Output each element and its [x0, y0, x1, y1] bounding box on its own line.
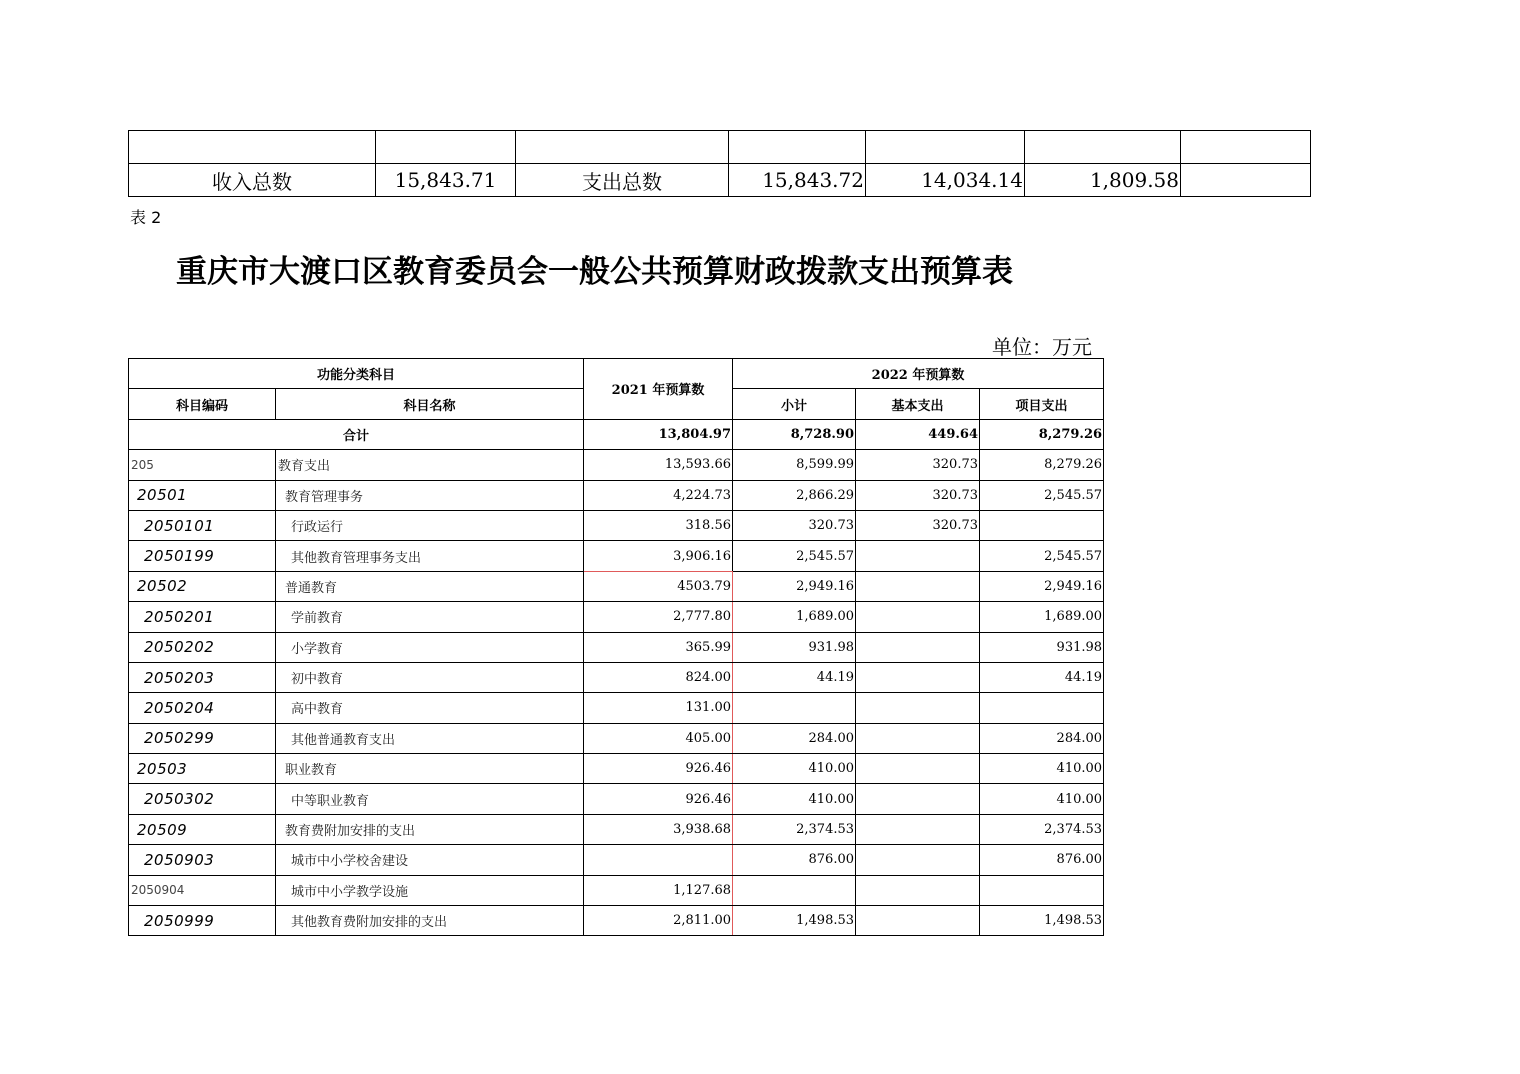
table-row [129, 754, 1104, 784]
row-project: 2,545.57 [980, 541, 1104, 571]
row-code: 2050999 [129, 906, 276, 936]
row-name: 中等职业教育 [276, 784, 584, 814]
row-subtotal: 1,689.00 [733, 602, 856, 632]
row-code: 20503 [129, 754, 276, 784]
row-basic [856, 541, 980, 571]
row-name: 其他教育费附加安排的支出 [276, 906, 584, 936]
row-code: 20502 [129, 571, 276, 601]
row-subtotal: 44.19 [733, 662, 856, 692]
row-basic [856, 662, 980, 692]
row-code: 2050903 [129, 845, 276, 875]
row-b2021: 405.00 [584, 723, 733, 753]
row-project: 2,374.53 [980, 814, 1104, 844]
row-code: 2050203 [129, 662, 276, 692]
row-b2021: 3,938.68 [584, 814, 733, 844]
row-code: 2050201 [129, 602, 276, 632]
row-name: 学前教育 [276, 602, 584, 632]
expense-total-label: 支出总数 [516, 164, 729, 197]
row-basic [856, 754, 980, 784]
total-project: 8,279.26 [980, 419, 1104, 449]
total-subtotal: 8,728.90 [733, 419, 856, 449]
row-project: 410.00 [980, 754, 1104, 784]
row-name: 小学教育 [276, 632, 584, 662]
row-basic: 320.73 [856, 450, 980, 480]
header-name: 科目名称 [276, 389, 584, 419]
row-b2021: 1,127.68 [584, 875, 733, 905]
row-basic: 320.73 [856, 510, 980, 540]
header-row [129, 359, 1104, 389]
table-row [129, 602, 1104, 632]
row-project: 2,949.16 [980, 571, 1104, 601]
row-subtotal: 284.00 [733, 723, 856, 753]
row-project: 44.19 [980, 662, 1104, 692]
table-row [129, 845, 1104, 875]
row-basic [856, 906, 980, 936]
table-row [129, 693, 1104, 723]
row-subtotal: 876.00 [733, 845, 856, 875]
expense-value-b: 1,809.58 [1025, 164, 1181, 197]
row-name: 教育支出 [276, 450, 584, 480]
row-subtotal: 8,599.99 [733, 450, 856, 480]
row-basic [856, 632, 980, 662]
row-name: 初中教育 [276, 662, 584, 692]
row-basic [856, 784, 980, 814]
total-label: 合计 [129, 419, 584, 449]
row-project: 876.00 [980, 845, 1104, 875]
table-row [129, 632, 1104, 662]
previous-summary-table [128, 130, 1311, 197]
header-budget-2022: 2022 年预算数 [733, 359, 1104, 389]
row-name: 其他教育管理事务支出 [276, 541, 584, 571]
table-row [129, 906, 1104, 936]
row-subtotal: 2,545.57 [733, 541, 856, 571]
row-project [980, 875, 1104, 905]
row-code: 205 [129, 450, 276, 480]
row-project: 410.00 [980, 784, 1104, 814]
budget-expenditure-table [128, 358, 1104, 936]
row-code: 2050302 [129, 784, 276, 814]
row-subtotal: 410.00 [733, 754, 856, 784]
row-b2021: 2,777.80 [584, 602, 733, 632]
table-row [129, 450, 1104, 480]
row-b2021: 3,906.16 [584, 541, 733, 571]
row-name: 教育费附加安排的支出 [276, 814, 584, 844]
header-subtotal: 小计 [733, 389, 856, 419]
row-name: 普通教育 [276, 571, 584, 601]
table-row [129, 662, 1104, 692]
header-code: 科目编码 [129, 389, 276, 419]
row-code: 2050299 [129, 723, 276, 753]
header-budget-2021: 2021 年预算数 [584, 359, 733, 420]
table-row [129, 875, 1104, 905]
income-total-label: 收入总数 [129, 164, 376, 197]
row-name: 城市中小学校舍建设 [276, 845, 584, 875]
row-code: 2050202 [129, 632, 276, 662]
row-project: 2,545.57 [980, 480, 1104, 510]
row-basic [856, 602, 980, 632]
table-row [129, 571, 1104, 601]
table-row [129, 784, 1104, 814]
row-name: 职业教育 [276, 754, 584, 784]
row-name: 教育管理事务 [276, 480, 584, 510]
row-basic [856, 814, 980, 844]
row-project [980, 510, 1104, 540]
row-code: 2050904 [129, 875, 276, 905]
row-subtotal: 2,949.16 [733, 571, 856, 601]
row-name: 高中教育 [276, 693, 584, 723]
row-b2021: 926.46 [584, 754, 733, 784]
row-project: 284.00 [980, 723, 1104, 753]
row-basic: 320.73 [856, 480, 980, 510]
row-b2021: 824.00 [584, 662, 733, 692]
row-name: 行政运行 [276, 510, 584, 540]
row-b2021: 365.99 [584, 632, 733, 662]
table-row [129, 480, 1104, 510]
row-basic [856, 845, 980, 875]
row-basic [856, 875, 980, 905]
row-code: 2050101 [129, 510, 276, 540]
row-b2021: 4,224.73 [584, 480, 733, 510]
header-func-class: 功能分类科目 [129, 359, 584, 389]
total-b2021: 13,804.97 [584, 419, 733, 449]
table-row [129, 541, 1104, 571]
table-row [129, 723, 1104, 753]
row-basic [856, 693, 980, 723]
table-row [129, 510, 1104, 540]
row-project: 1,689.00 [980, 602, 1104, 632]
page-title: 重庆市大渡口区教育委员会一般公共预算财政拨款支出预算表 [176, 254, 1013, 290]
row-name: 其他普通教育支出 [276, 723, 584, 753]
row-b2021 [584, 845, 733, 875]
total-basic: 449.64 [856, 419, 980, 449]
row-subtotal: 931.98 [733, 632, 856, 662]
table-row [129, 131, 1311, 164]
row-subtotal [733, 875, 856, 905]
row-code: 20501 [129, 480, 276, 510]
row-name: 城市中小学教学设施 [276, 875, 584, 905]
row-project [980, 693, 1104, 723]
income-total-value: 15,843.71 [376, 164, 516, 197]
header-basic: 基本支出 [856, 389, 980, 419]
row-b2021: 318.56 [584, 510, 733, 540]
row-subtotal: 2,866.29 [733, 480, 856, 510]
row-code: 2050199 [129, 541, 276, 571]
expense-value-a: 14,034.14 [866, 164, 1025, 197]
header-project: 项目支出 [980, 389, 1104, 419]
table-row [129, 164, 1311, 197]
row-subtotal: 2,374.53 [733, 814, 856, 844]
row-subtotal: 1,498.53 [733, 906, 856, 936]
row-project: 931.98 [980, 632, 1104, 662]
row-b2021: 2,811.00 [584, 906, 733, 936]
row-b2021: 926.46 [584, 784, 733, 814]
expense-total-value: 15,843.72 [729, 164, 866, 197]
total-row [129, 419, 1104, 449]
row-project: 8,279.26 [980, 450, 1104, 480]
row-basic [856, 723, 980, 753]
row-basic [856, 571, 980, 601]
row-subtotal: 410.00 [733, 784, 856, 814]
unit-label: 单位：万元 [992, 335, 1092, 359]
row-subtotal: 320.73 [733, 510, 856, 540]
row-b2021: 131.00 [584, 693, 733, 723]
row-subtotal [733, 693, 856, 723]
row-b2021: 4503.79 [584, 571, 733, 601]
table-number-label: 表 2 [130, 208, 162, 227]
row-code: 20509 [129, 814, 276, 844]
row-project: 1,498.53 [980, 906, 1104, 936]
row-code: 2050204 [129, 693, 276, 723]
table-row [129, 814, 1104, 844]
row-b2021: 13,593.66 [584, 450, 733, 480]
